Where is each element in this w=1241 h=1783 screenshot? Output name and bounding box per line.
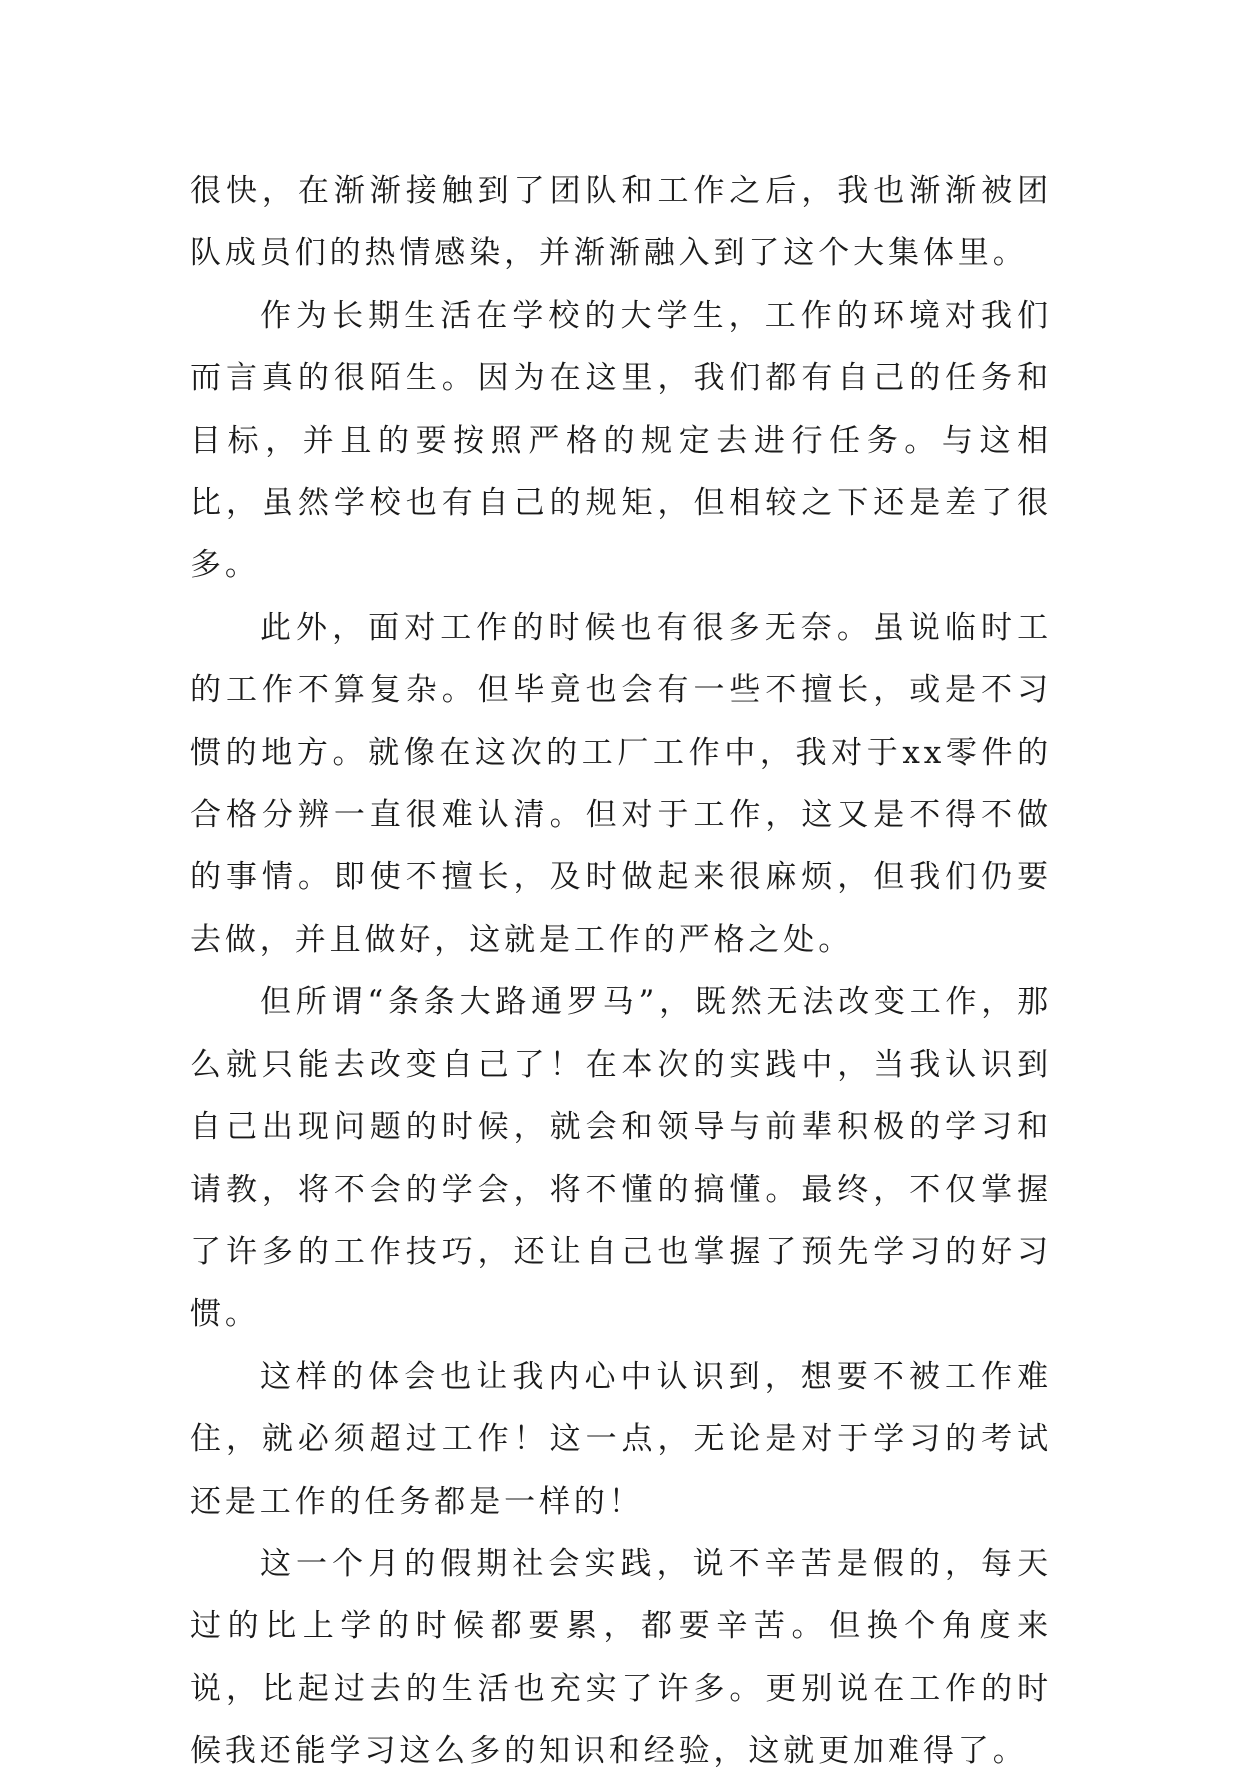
paragraph-4: 但所谓“条条大路通罗马”，既然无法改变工作，那么就只能去改变自己了！在本次的实践中，当我认识到自己出现问题的时候，就会和领导与前辈积极的学习和请教，将不会的学会，将不懂的搞懂。最终，不仅掌握了许多的工作技巧，还让自己也掌握了预先学习的好习惯。 (190, 984, 1052, 1333)
document-body (190, 160, 1052, 1783)
paragraph-3: 此外，面对工作的时候也有很多无奈。虽说临时工的工作不算复杂。但毕竟也会有一些不擅长，或是不习惯的地方。就像在这次的工厂工作中，我对于xx零件的合格分辨一直很难认清。但对于工作，这又是不得不做的事情。即使不擅长，及时做起来很麻烦，但我们仍要去做，并且做好，这就是工作的严格之处。 (190, 609, 1052, 958)
paragraph-2: 作为长期生活在学校的大学生，工作的环境对我们而言真的很陌生。因为在这里，我们都有自己的任务和目标，并且的要按照严格的规定去进行任务。与这相比，虽然学校也有自己的规矩，但相较之下还是差了很多。 (190, 297, 1052, 584)
paragraph-1: 很快，在渐渐接触到了团队和工作之后，我也渐渐被团队成员们的热情感染，并渐渐融入到了这个大集体里。 (190, 173, 1052, 272)
paragraph-6: 这一个月的假期社会实践，说不辛苦是假的，每天过的比上学的时候都要累，都要辛苦。但换个角度来说，比起过去的生活也充实了许多。更别说在工作的时候我还能学习这么多的知识和经验，这就更加难得了。 (190, 1545, 1052, 1770)
paragraph-5: 这样的体会也让我内心中认识到，想要不被工作难住，就必须超过工作！这一点，无论是对于学习的考试还是工作的任务都是一样的！ (190, 1358, 1052, 1520)
